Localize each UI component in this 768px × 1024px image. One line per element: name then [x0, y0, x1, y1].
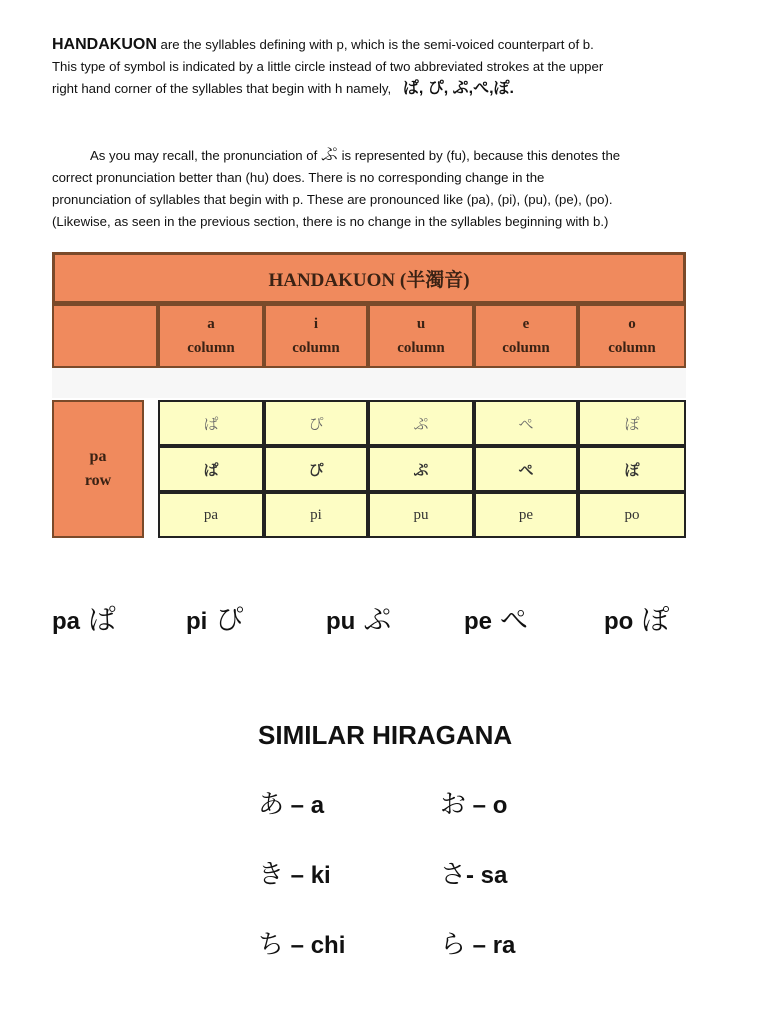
syllable-pu [326, 598, 391, 638]
similar-kana: ち [258, 929, 285, 959]
cell-romaji-pi: pi [264, 492, 368, 538]
syllable-roman: po [604, 608, 634, 635]
intro-line1: are the syllables defining with p, which is the semi-voiced counterpart of b. [156, 37, 594, 52]
pronunciation-paragraph [52, 144, 732, 233]
row-header-pa [52, 400, 144, 538]
syllable-po [604, 598, 669, 638]
column-letter: e [522, 316, 530, 332]
similar-text: – ra [466, 932, 516, 959]
similar-hiragana-title: SIMILAR HIRAGANA [258, 720, 513, 750]
para2-fu-kana: ぷ [320, 145, 338, 164]
similar-kana: お [440, 789, 467, 819]
syllable-roman: pa [52, 608, 81, 635]
column-label: column [292, 340, 340, 356]
similar-pair-ra [440, 924, 515, 961]
syllable-kana: ぺ [500, 604, 529, 635]
similar-kana: き [258, 859, 285, 889]
cell-hiragana-po: ぽ [578, 400, 686, 446]
similar-text: - sa [466, 862, 508, 889]
column-letter: u [416, 316, 426, 332]
para2-part2: is represented by (fu), because this denotes the [337, 148, 621, 163]
similar-text: – chi [284, 932, 346, 959]
syllable-pa [52, 598, 116, 638]
intro-line2: This type of symbol is indicated by a little circle instead of two abbreviated strokes at the upper [52, 59, 604, 74]
column-header-i [264, 304, 368, 368]
column-label: column [397, 340, 445, 356]
similar-kana: あ [258, 789, 285, 819]
similar-pair-sa [440, 854, 507, 891]
syllable-pe [464, 598, 528, 638]
table-title: HANDAKUON (半濁音) [52, 252, 686, 304]
cell-brush-pu: ぷ [368, 446, 474, 492]
cell-romaji-pu: pu [368, 492, 474, 538]
cell-romaji-po: po [578, 492, 686, 538]
similar-pair-a [258, 784, 324, 821]
row-header-line1: pa [89, 448, 107, 465]
column-letter: o [628, 316, 636, 332]
cell-romaji-pa: pa [158, 492, 264, 538]
intro-paragraph [52, 34, 732, 100]
intro-kana-list: ぱ, ぴ, ぷ,ぺ,ぽ. [402, 80, 514, 97]
similar-pair-ki [258, 854, 331, 891]
cell-brush-pi: ぴ [264, 446, 368, 492]
column-label: column [187, 340, 235, 356]
column-header-a [158, 304, 264, 368]
cell-hiragana-pi: ぴ [264, 400, 368, 446]
column-header-u [368, 304, 474, 368]
syllable-kana: ぷ [363, 604, 392, 635]
column-header-o [578, 304, 686, 368]
row-header-line2: row [84, 472, 112, 489]
cell-brush-pa: ぱ [158, 446, 264, 492]
handakuon-table [52, 252, 686, 538]
table-corner-cell [52, 304, 158, 368]
syllable-roman: pu [326, 608, 356, 635]
similar-kana: ら [440, 929, 467, 959]
intro-line3: right hand corner of the syllables that begin with h namely, [52, 81, 392, 96]
syllable-roman: pi [186, 608, 208, 635]
column-label: column [502, 340, 550, 356]
syllable-row [52, 598, 712, 642]
column-label: column [608, 340, 656, 356]
para2-line3: pronunciation of syllables that begin with p. These are pronounced like (pa), (pi), (pu), (pe), (po). [52, 192, 613, 207]
para2-part1: As you may recall, the pronunciation of [90, 148, 321, 163]
similar-kana: さ [440, 859, 467, 889]
column-header-e [474, 304, 578, 368]
cell-hiragana-pu: ぷ [368, 400, 474, 446]
cell-hiragana-pe: ぺ [474, 400, 578, 446]
syllable-kana: ぴ [215, 604, 244, 635]
column-letter: i [313, 316, 319, 332]
para2-line4: (Likewise, as seen in the previous section, there is no change in the syllables beginning with b.) [52, 214, 609, 229]
similar-text: – a [284, 792, 325, 819]
similar-text: – ki [284, 862, 331, 889]
cell-hiragana-pa: ぱ [158, 400, 264, 446]
cell-brush-pe: ぺ [474, 446, 578, 492]
cell-romaji-pe: pe [474, 492, 578, 538]
syllable-pi [186, 598, 243, 638]
similar-pair-o [440, 784, 507, 821]
similar-text: – o [466, 792, 508, 819]
syllable-kana: ぱ [88, 604, 117, 635]
cell-brush-po: ぽ [578, 446, 686, 492]
similar-pair-chi [258, 924, 345, 961]
table-gap [52, 368, 686, 398]
syllable-kana: ぽ [641, 604, 670, 635]
syllable-roman: pe [464, 608, 493, 635]
para2-line2: correct pronunciation better than (hu) does. There is no corresponding change in the [52, 170, 545, 185]
handakuon-heading: HANDAKUON [52, 36, 157, 53]
column-letter: a [207, 316, 215, 332]
